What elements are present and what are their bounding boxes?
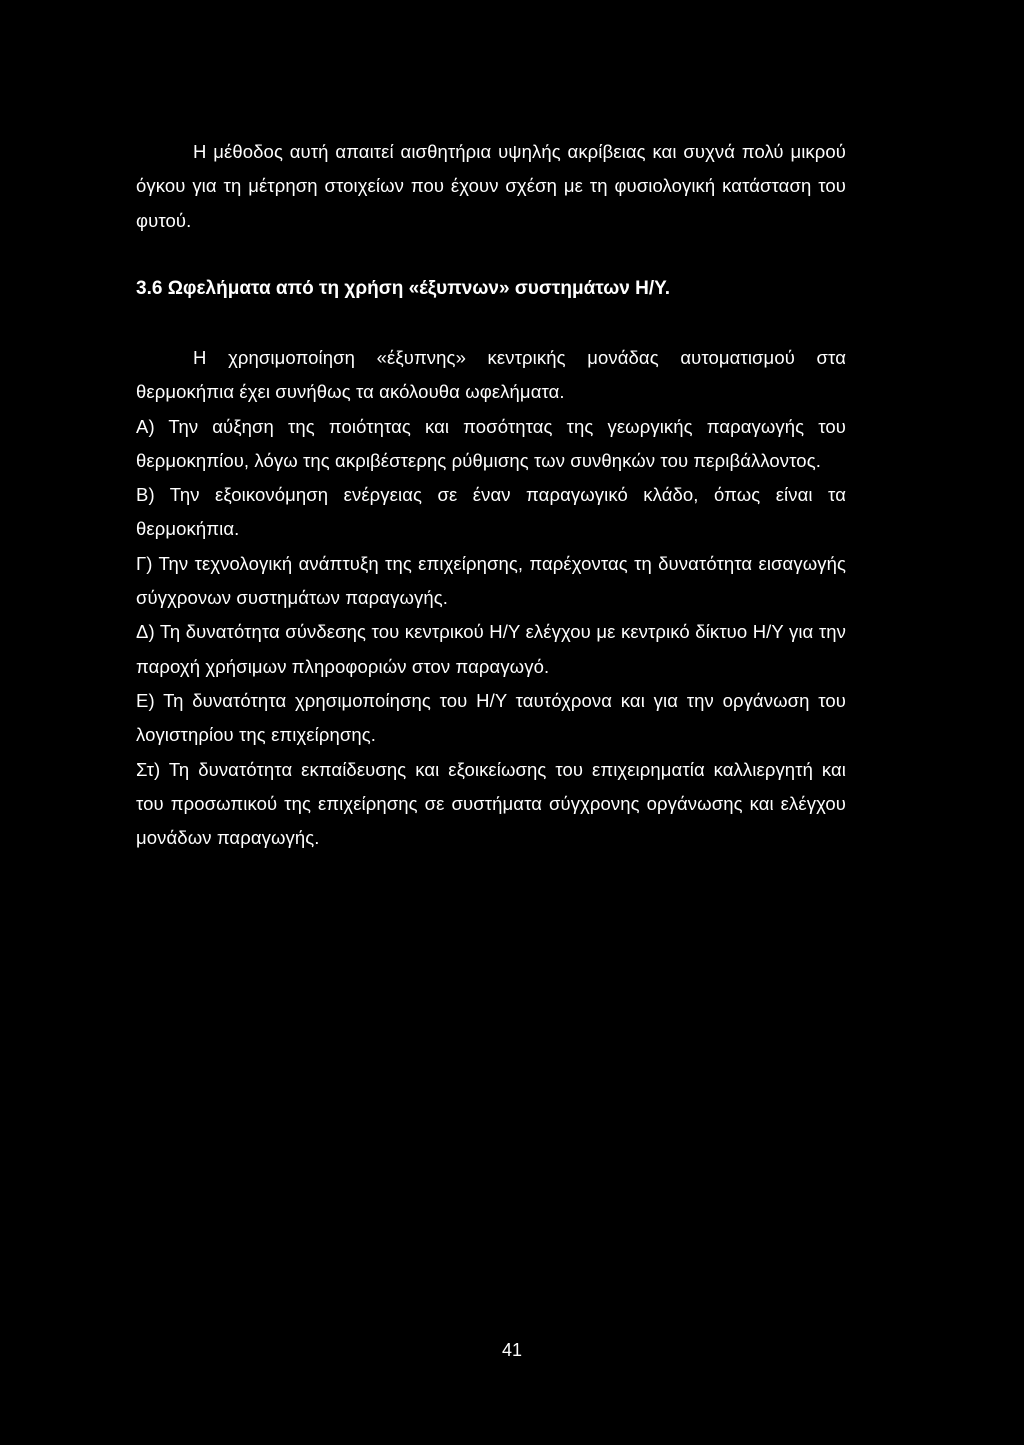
benefit-a: Α) Την αύξηση της ποιότητας και ποσότητας της γεωργικής παραγωγής του θερμοκηπίου, λόγω της ακριβέστερης ρύθμισης των συνθηκών του περιβάλλοντος. [136, 415, 846, 471]
section-intro: Η χρησιμοποίηση «έξυπνης» κεντρικής μονάδας αυτοματισμού στα θερμοκήπια έχει συνήθως τα ακόλουθα ωφελήματα. [136, 347, 846, 403]
benefit-c: Γ) Την τεχνολογική ανάπτυξη της επιχείρησης, παρέχοντας τη δυνατότητα εισαγωγής σύγχρονων συστημάτων παραγωγής. [136, 552, 846, 609]
section-body [136, 341, 846, 855]
page-number: 41 [501, 1340, 523, 1360]
benefit-d: Δ) Τη δυνατότητα σύνδεσης του κεντρικού Η/Υ ελέγχου με κεντρικό δίκτυο Η/Υ για την παροχή χρήσιμων πληροφοριών στον παραγωγό. [136, 621, 846, 677]
benefit-e: Ε) Τη δυνατότητα χρησιμοποίησης του Η/Υ ταυτόχρονα και για την οργάνωση του λογιστηρίου της επιχείρησης. [136, 689, 846, 746]
section-heading: 3.6 Ωφελήματα από τη χρήση «έξυπνων» συστημάτων Η/Υ. [136, 278, 670, 299]
benefit-st: Στ) Τη δυνατότητα εκπαίδευσης και εξοικείωσης του επιχειρηματία καλλιεργητή και του προσωπικού της επιχείρησης σε συστήματα σύγχρονης οργάνωσης και ελέγχου μονάδων παραγωγής. [136, 758, 846, 849]
benefit-b: Β) Την εξοικονόμηση ενέργειας σε έναν παραγωγικό κλάδο, όπως είναι τα θερμοκήπια. [136, 484, 846, 540]
page-content [136, 135, 846, 849]
intro-paragraph: Η μέθοδος αυτή απαιτεί αισθητήρια υψηλής ακρίβειας και συχνά πολύ μικρού όγκου για τη μέτρηση στοιχείων που έχουν σχέση με τη φυσιολογική κατάσταση του φυτού. [136, 141, 846, 231]
